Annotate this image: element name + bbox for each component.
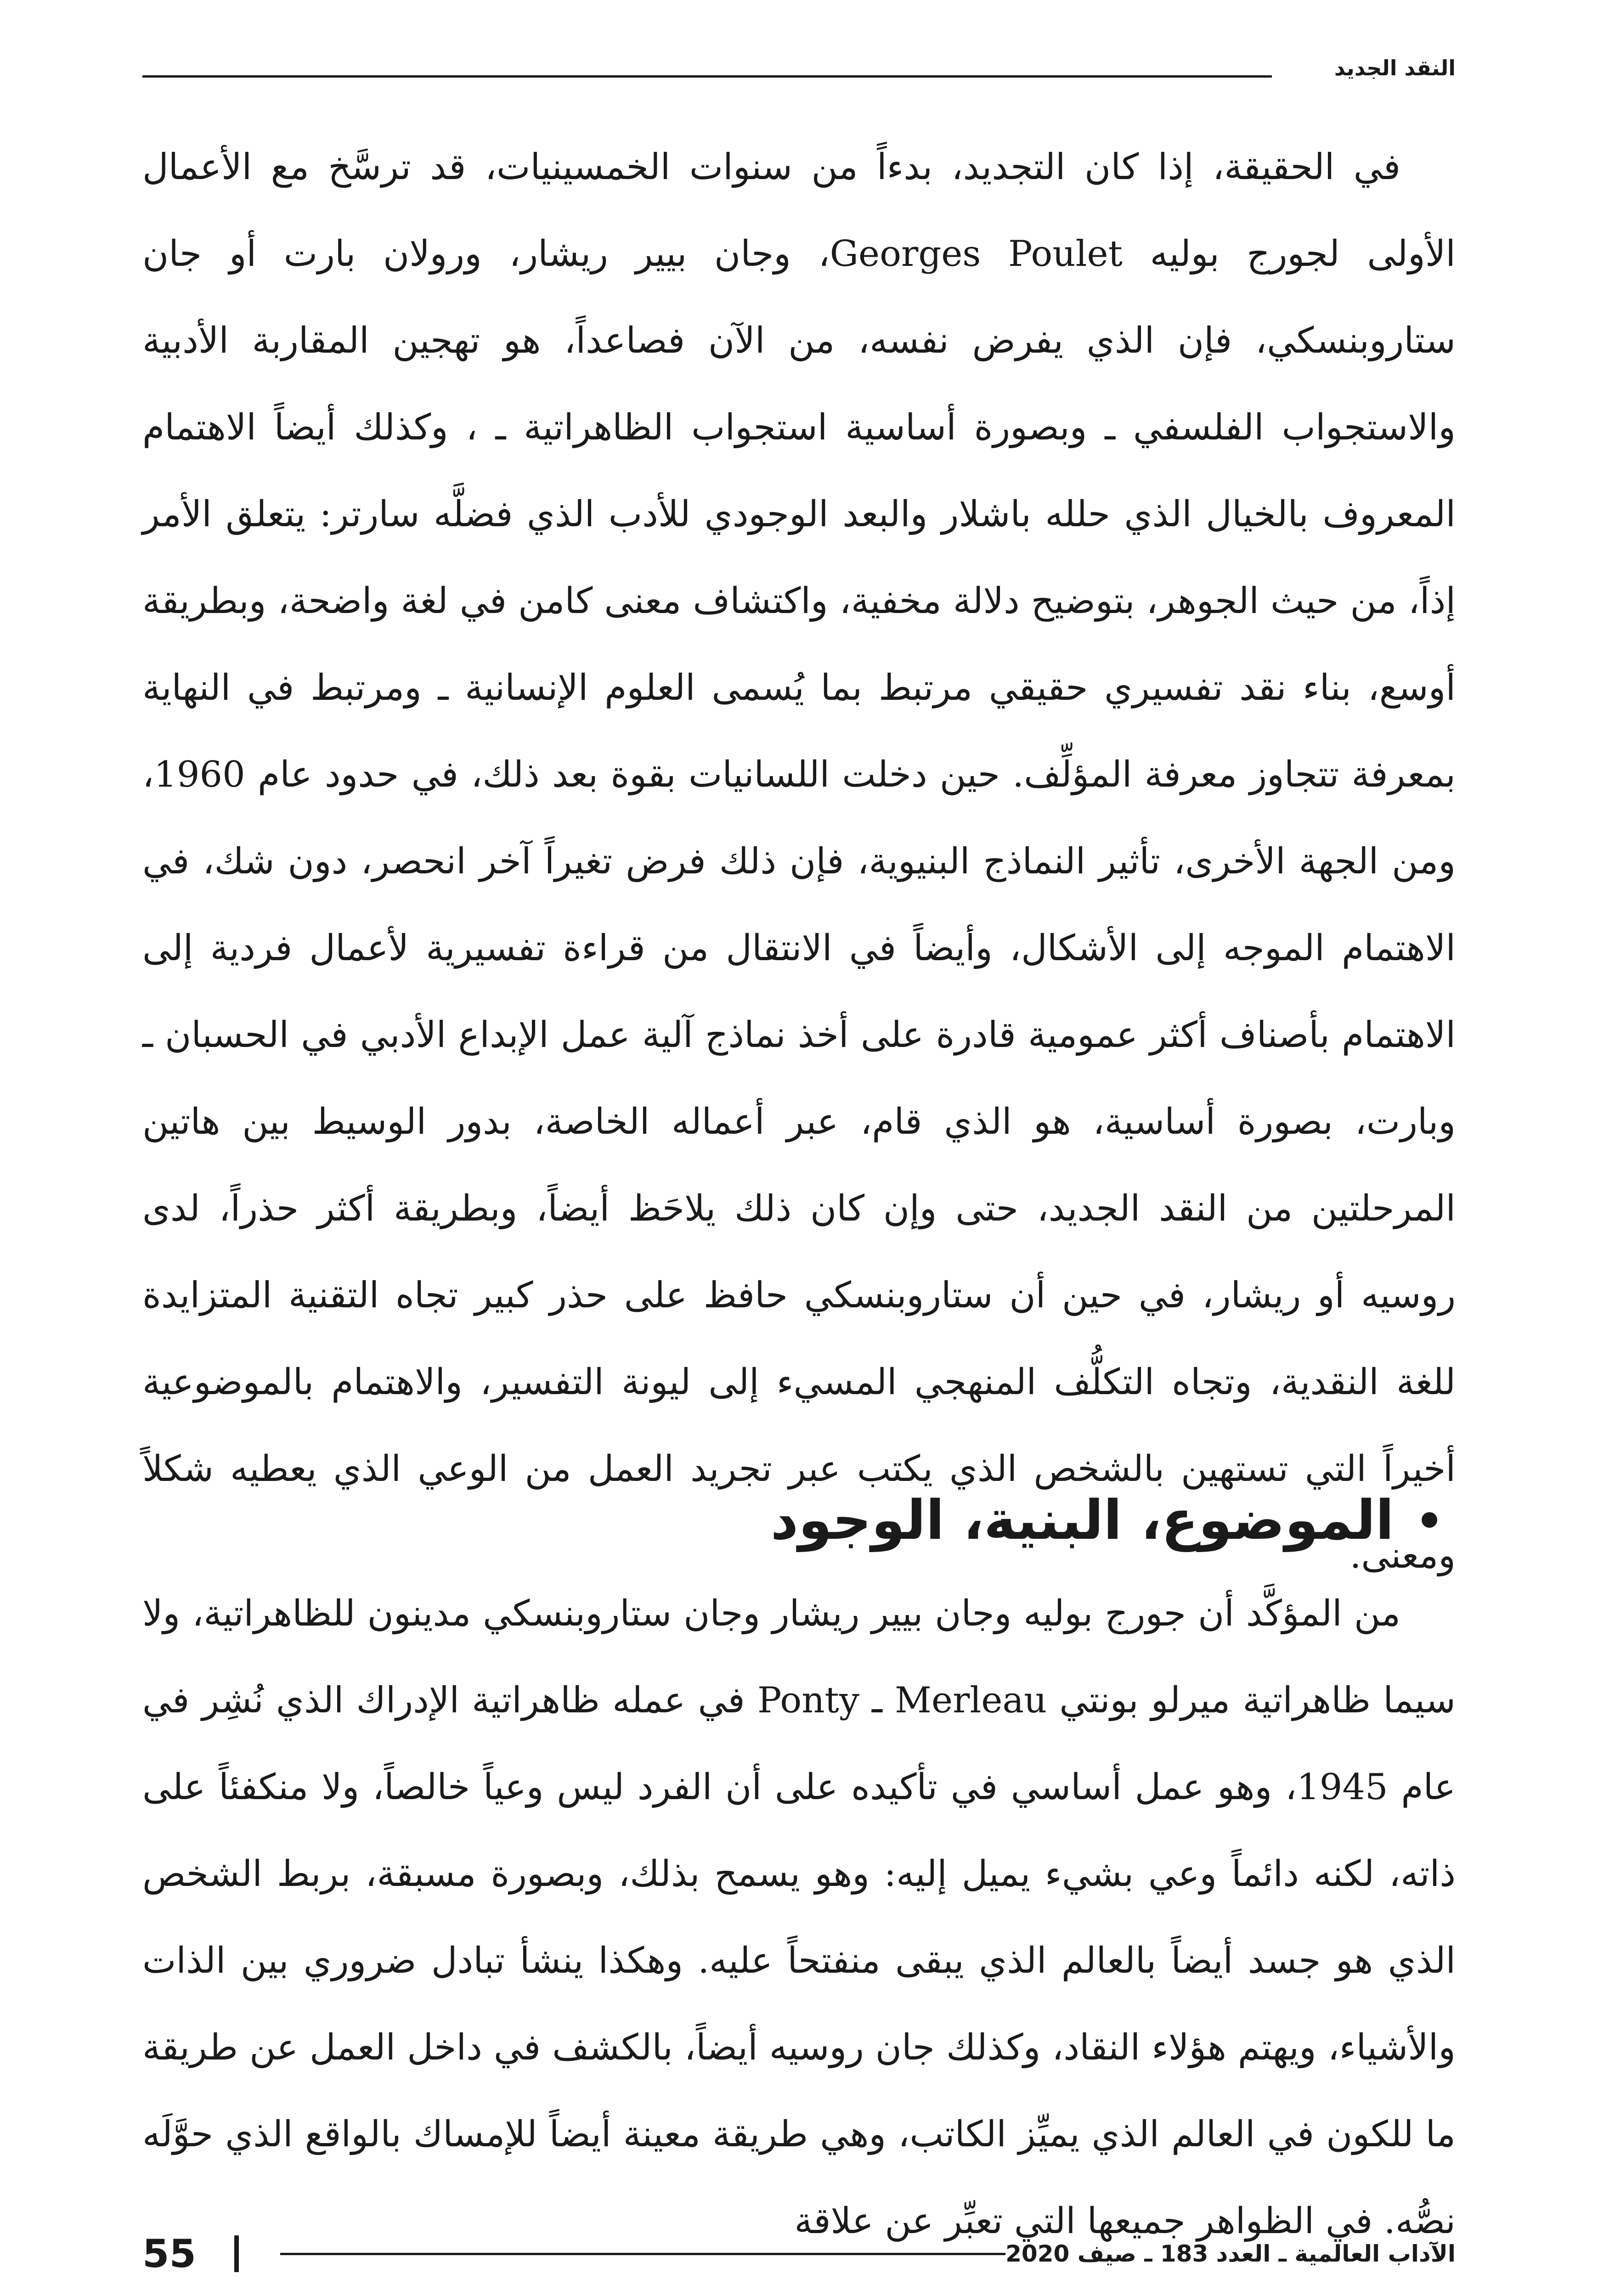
running-header bbox=[142, 54, 1456, 86]
page-number: 55 bbox=[142, 2231, 196, 2276]
running-header-title: النقد الجديد bbox=[1334, 56, 1456, 80]
footer-rule bbox=[280, 2253, 1005, 2255]
section-heading bbox=[142, 1479, 1456, 1561]
page-footer bbox=[142, 2226, 1456, 2281]
section-body-text bbox=[142, 1570, 1456, 2265]
paragraph: في الحقيقة، إذا كان التجديد، بدءاً من سنوات الخمسينيات، قد ترسَّخ مع الأعمال الأولى لجورج بوليه Georges Poulet، وجان بيير ريشار، ورولان بارت أو جان ستاروبنسكي، فإن الذي يفرض نفسه، من الآن فصاعداً، هو تهجين المقاربة الأدبية والاستجواب الفلسفي ـ وبصورة أساسية استجواب الظاهراتية ـ ، وكذلك أيضاً الاهتمام المعروف بالخيال الذي حلله باشلار والبعد الوجودي للأدب الذي فضلَّه سارتر: يتعلق الأمر إذاً، من حيث الجوهر، بتوضيح دلالة مخفية، واكتشاف معنى كامن في لغة واضحة، وبطريقة أوسع، بناء نقد تفسيري حقيقي مرتبط بما يُسمى العلوم الإنسانية ـ ومرتبط في النهاية بمعرفة تتجاوز معرفة المؤلِّف. حين دخلت اللسانيات بقوة بعد ذلك، في حدود عام 1960، ومن الجهة الأخرى، تأثير النماذج البنيوية، فإن ذلك فرض تغيراً آخر انحصر، دون شك، في الاهتمام الموجه إلى الأشكال، وأيضاً في الانتقال من قراءة تفسيرية لأعمال فردية إلى الاهتمام بأصناف أكثر عمومية قادرة على أخذ نماذج آلية عمل الإبداع الأدبي في الحسبان ـ وبارت، بصورة أساسية، هو الذي قام، عبر أعماله الخاصة، بدور الوسيط بين هاتين المرحلتين من النقد الجديد، حتى وإن كان ذلك يلاحَظ أيضاً، وبطريقة أكثر حذراً، لدى روسيه أو ريشار، في حين أن ستاروبنسكي حافظ على حذر كبير تجاه التقنية المتزايدة للغة النقدية، وتجاه التكلُّف المنهجي المسيء إلى ليونة التفسير، والاهتمام بالموضوعية أخيراً التي تستهين بالشخص الذي يكتب عبر تجريد العمل من الوعي الذي يعطيه شكلاً ومعنى. bbox=[142, 146, 1456, 1576]
paragraph: من المؤكَّد أن جورج بوليه وجان بيير ريشار وجان ستاروبنسكي مدينون للظاهراتية، ولا سيما ظاهراتية ميرلو بونتي Merleau ـ Ponty في عمله ظاهراتية الإدراك الذي نُشِر في عام 1945، وهو عمل أساسي في تأكيده على أن الفرد ليس وعياً خالصاً، ولا منكفئاً على ذاته، لكنه دائماً وعي بشيء يميل إليه: وهو يسمح بذلك، وبصورة مسبقة، بربط الشخص الذي هو جسد أيضاً بالعالم الذي يبقى منفتحاً عليه. وهكذا ينشأ تبادل ضروري بين الذات والأشياء، ويهتم هؤلاء النقاد، وكذلك جان روسيه أيضاً، بالكشف في داخل العمل عن طريقة ما للكون في العالم الذي يميِّز الكاتب، وهي طريقة معينة أيضاً للإمساك بالواقع الذي حوَّلَه نصُّه. في الظواهر جميعها التي تعبِّر عن علاقة bbox=[142, 1593, 1456, 2242]
bullet-icon bbox=[1422, 1512, 1437, 1528]
header-rule bbox=[142, 75, 1272, 78]
body-text bbox=[142, 124, 1456, 1599]
journal-issue-info: الآداب العالمية ـ العدد 183 ـ صيف 2020 bbox=[1005, 2240, 1456, 2267]
footer-separator bbox=[234, 2235, 239, 2272]
section-heading-text: الموضوع، البنية، الوجود bbox=[770, 1488, 1394, 1552]
